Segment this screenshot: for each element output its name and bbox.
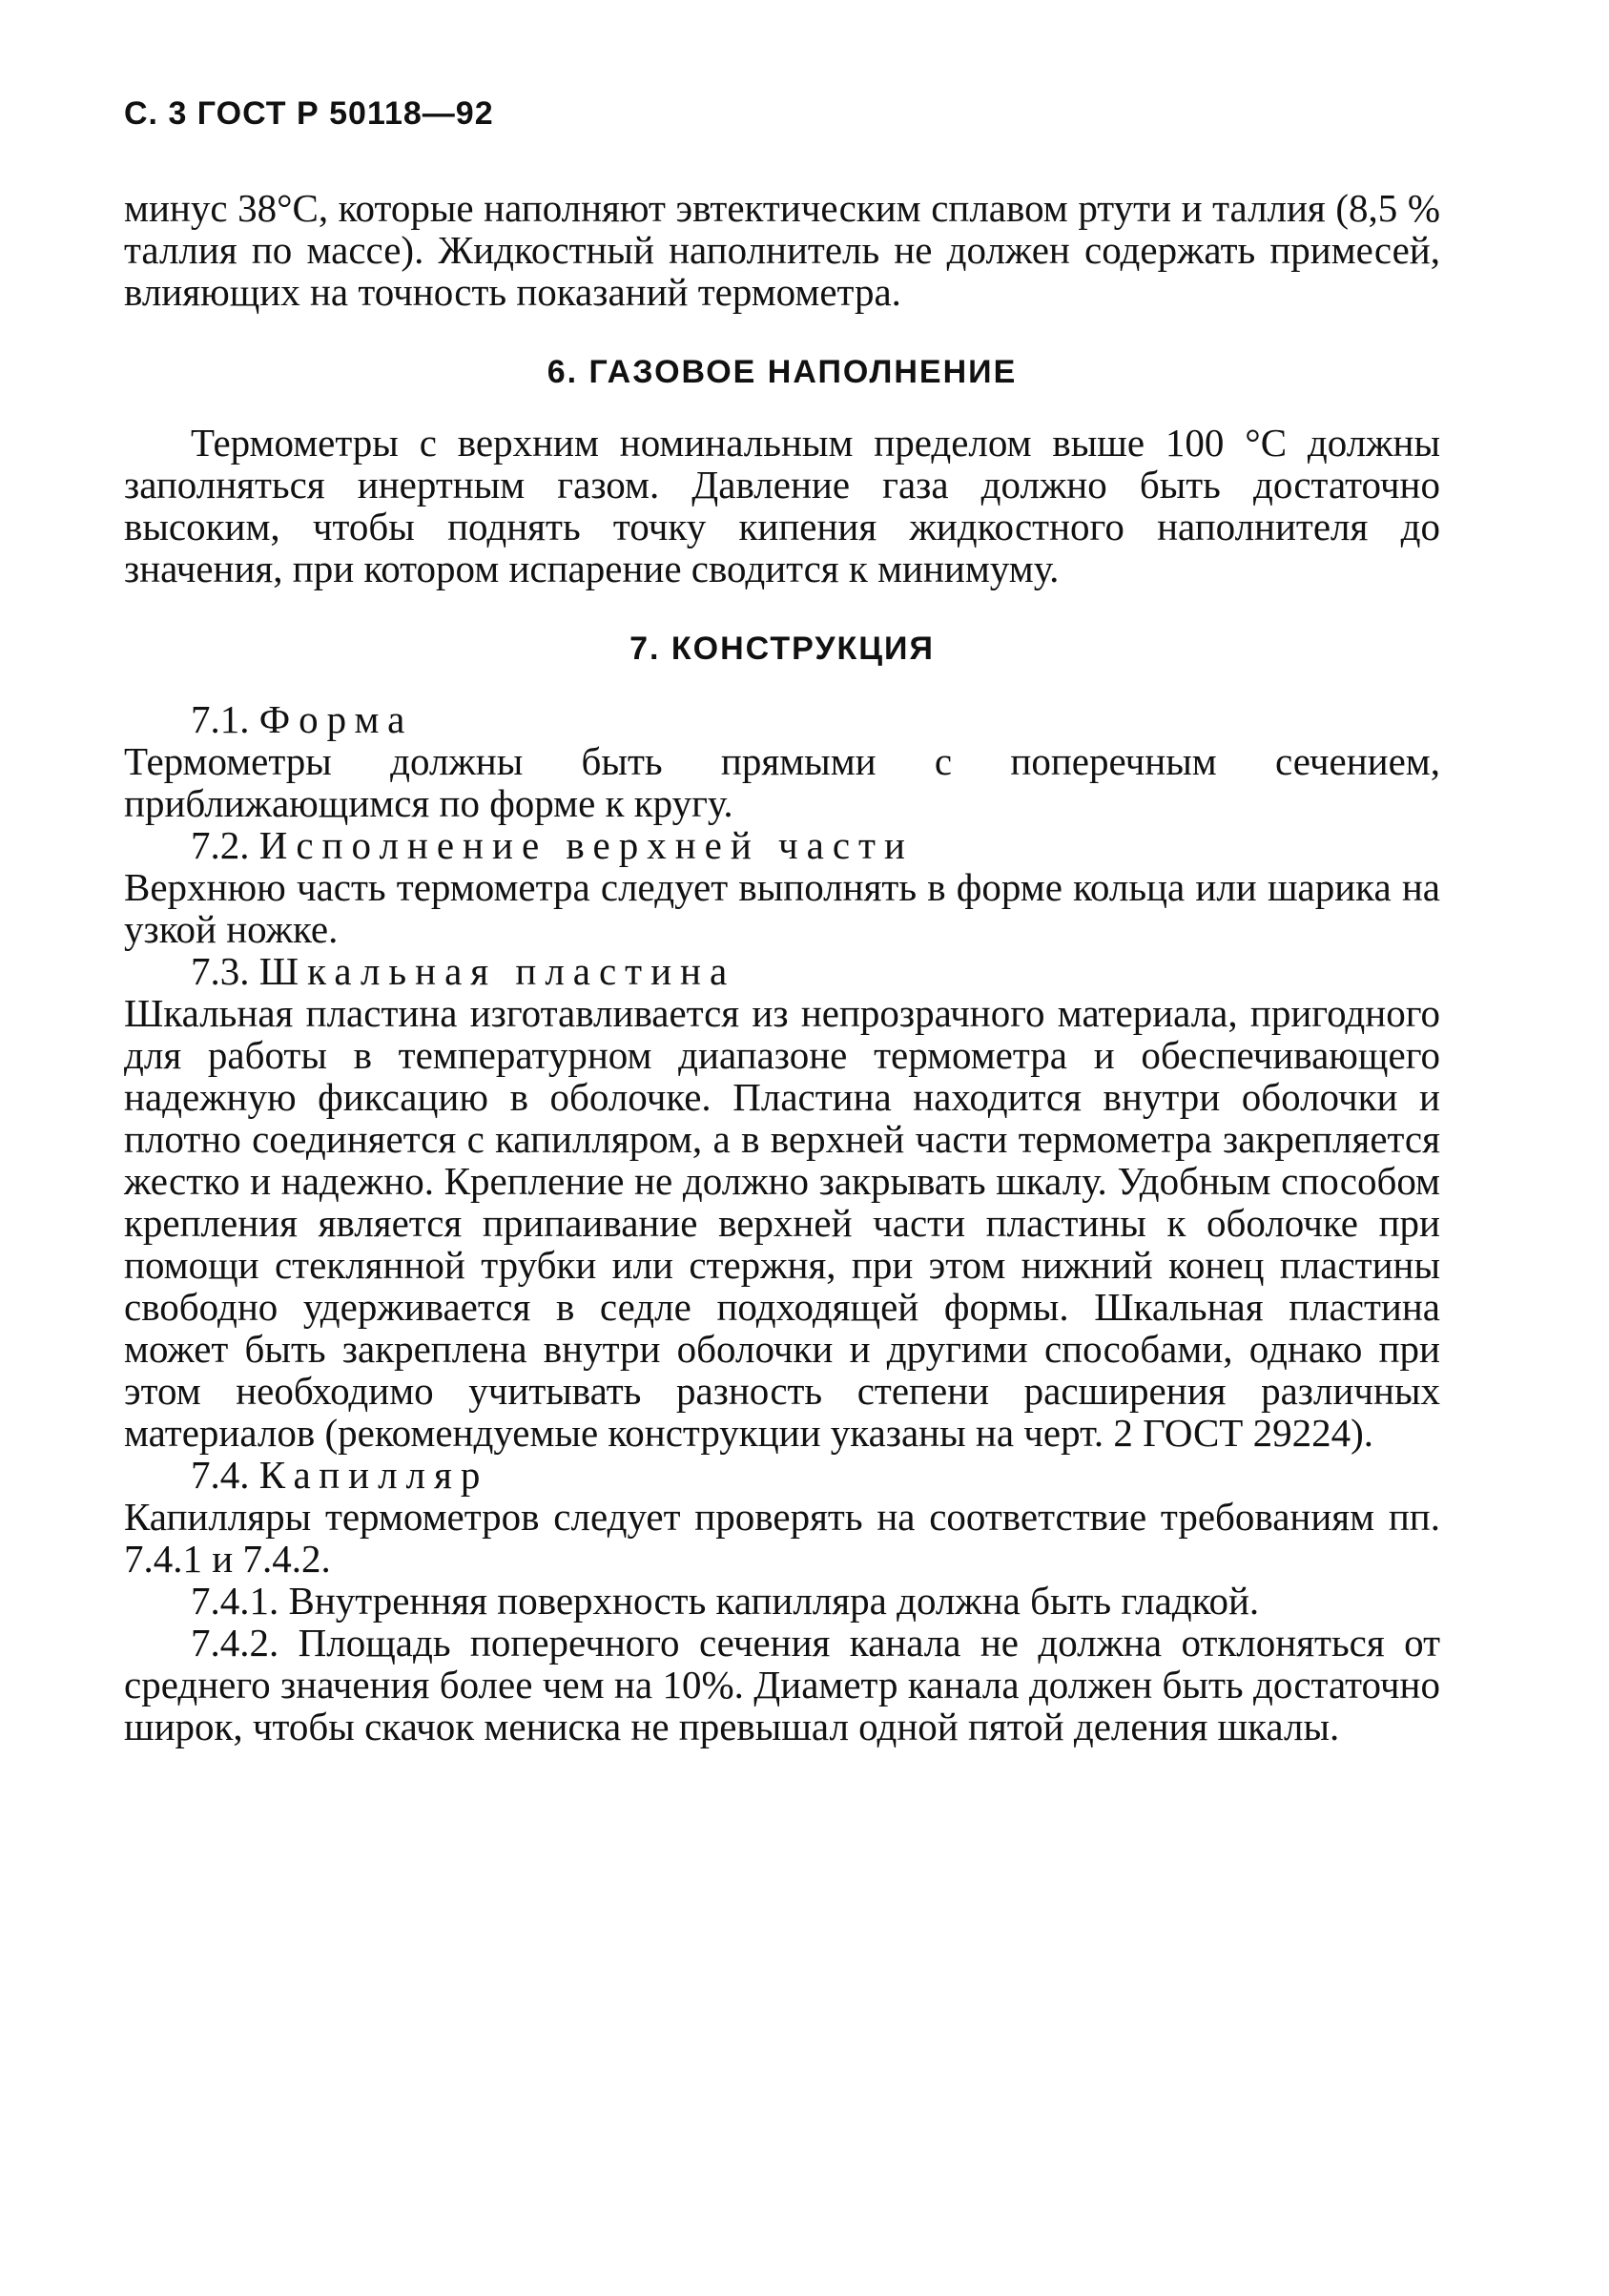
subsection-7-1-text: Термометры должны быть прямыми с поперечным сечением, приближающимся по форме к кругу. bbox=[124, 739, 1440, 825]
item-7-4-1: 7.4.1. Внутренняя поверхность капилляра должна быть гладкой. bbox=[191, 1579, 1260, 1623]
subsection-7-2-number: 7.2. bbox=[191, 823, 250, 867]
subsection-7-1-title: Форма bbox=[258, 697, 414, 741]
subsection-7-3-number: 7.3. bbox=[191, 949, 250, 993]
subsection-7-4-title: Капилляр bbox=[258, 1453, 489, 1497]
subsection-7-1-number: 7.1. bbox=[191, 697, 250, 741]
subsection-7-4-text: Капилляры термометров следует проверять на соответствие требованиям пп. 7.4.1 и 7.4.2. bbox=[124, 1495, 1440, 1581]
section-7-title: 7. КОНСТРУКЦИЯ bbox=[629, 631, 935, 667]
subsection-7-3-text: Шкальная пластина изготавливается из непрозрачного материала, пригодного для работы в температурном диапазоне термометра и обеспечивающего надежную фиксацию в оболочке. Пластина находится внутри оболочки и плотно соединяется с капилляром, а в верхней части термометра закрепляется жестко и надежно. Крепление не должно закрывать шкалу. Удобным способом крепления является припаивание верхней части пластины к оболочке при помощи стеклянной трубки или стержня, при этом нижний конец пластины свободно удерживается в седле подходящей формы. Шкальная пластина может быть закреплена внутри оболочки и другими способами, однако при этом необходимо учитывать разность степени расширения различных материалов (рекомендуемые конструкции указаны на черт. 2 ГОСТ 29224). bbox=[124, 991, 1440, 1455]
section-6-title: 6. ГАЗОВОЕ НАПОЛНЕНИЕ bbox=[547, 354, 1018, 390]
intro-paragraph: минус 38°C, которые наполняют эвтектическим сплавом ртути и таллия (8,5 % таллия по массе). Жидкостный наполнитель не должен содержать примесей, влияющих на точность показаний термометра. bbox=[124, 186, 1440, 314]
subsection-7-4-heading bbox=[124, 1454, 1440, 1496]
subsection-7-3-title: Шкальная пластина bbox=[258, 949, 736, 993]
subsection-7-2-text: Верхнюю часть термометра следует выполнять в форме кольца или шарика на узкой ножке. bbox=[124, 865, 1440, 951]
section-6-paragraph: Термометры с верхним номинальным пределом выше 100 °С должны заполняться инертным газом. Давление газа должно быть достаточно высоким, чтобы поднять точку кипения жидкостного наполнителя до значения, при котором испарение сводится к минимуму. bbox=[124, 421, 1440, 590]
subsection-7-2-title: Исполнение верхней части bbox=[258, 823, 914, 867]
item-7-4-2: 7.4.2. Площадь поперечного сечения канала не должна отклоняться от среднего значения более чем на 10%. Диаметр канала должен быть достаточно широк, чтобы скачок мениска не превышал одной пятой деления шкалы. bbox=[124, 1621, 1440, 1748]
subsection-7-3-heading bbox=[124, 950, 1440, 992]
subsection-7-4-number: 7.4. bbox=[191, 1453, 250, 1497]
subsection-7-1-heading bbox=[124, 698, 1440, 740]
page-header: С. 3 ГОСТ Р 50118—92 bbox=[124, 95, 494, 132]
page-content bbox=[124, 187, 1440, 1748]
subsection-7-2-heading bbox=[124, 824, 1440, 866]
